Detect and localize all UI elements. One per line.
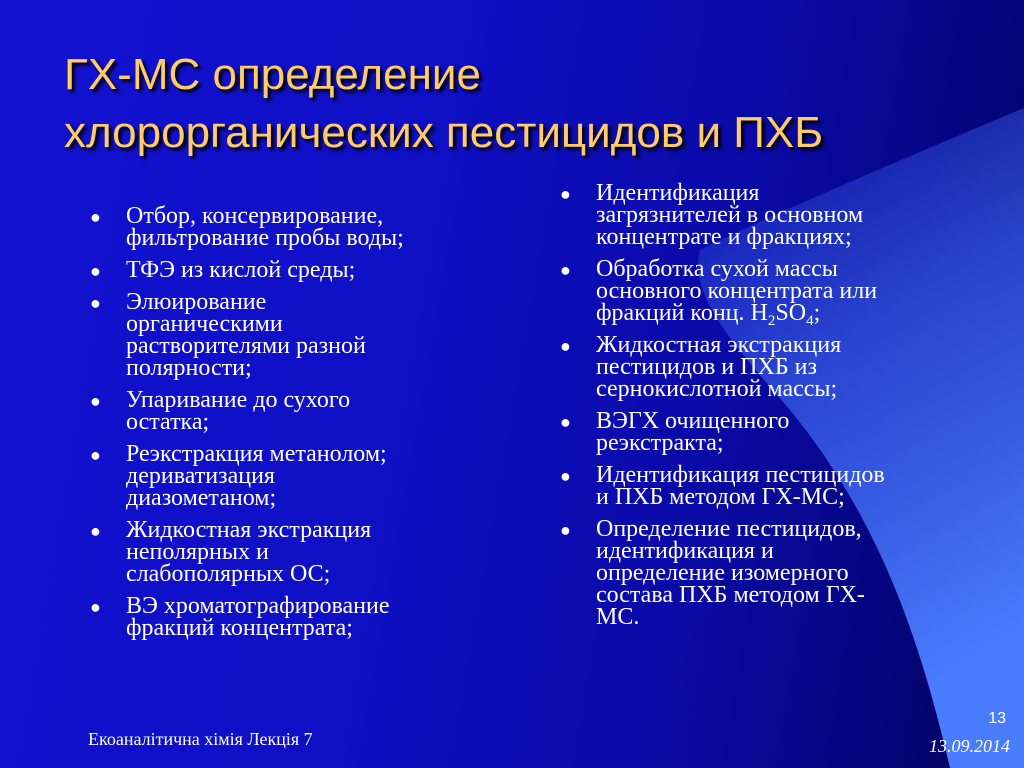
slide-date: 13.09.2014 (929, 736, 1010, 756)
list-item: ● Идентификация пестицидов и ПХБ методом ГХ-МС; (560, 462, 885, 510)
list-item: ● ВЭГХ очищенного реэкстракта; (560, 408, 790, 456)
footer-lecture-label: Екоаналітична хімія Лекція 7 (88, 729, 313, 749)
bullet-icon: ● (90, 261, 101, 281)
slide-title (64, 46, 1004, 162)
list-item: ● Определение пестицидов, идентификация и определение изомерного состава ПХБ методом ГХ- МС. (560, 516, 865, 630)
list-item: ● Жидкостная экстракция пестицидов и ПХБ из сернокислотной массы; (560, 332, 842, 402)
bullet-icon: ● (560, 336, 571, 356)
list-item: ● Реэкстракция метанолом; дериватизация диазометаном; (90, 441, 387, 511)
bullet-icon: ● (560, 466, 571, 486)
bullet-icon: ● (560, 260, 571, 280)
list-item: ● Идентификация загрязнителей в основном концентрате и фракциях; (560, 180, 864, 250)
bullet-icon: ● (560, 520, 571, 540)
bullet-icon: ● (560, 184, 571, 204)
list-item: ● Элюирование органическими растворителями разной полярности; (90, 289, 366, 381)
slide-number: 13 (988, 710, 1006, 727)
title-line-2: хлорорганических пестицидов и ПХБ (64, 108, 824, 157)
list-item: ● ВЭ хроматографирование фракций концентрата; (90, 593, 390, 641)
right-bullet-list (560, 182, 960, 638)
list-item: ● Отбор, консервирование, фильтрование пробы воды; (90, 203, 404, 251)
bullet-icon: ● (90, 293, 101, 313)
list-item: ● Упаривание до сухого остатка; (90, 387, 351, 435)
bullet-icon: ● (90, 207, 101, 227)
left-bullet-list (90, 205, 490, 649)
bullet-icon: ● (90, 445, 101, 465)
bullet-icon: ● (90, 521, 101, 541)
list-item: ● Жидкостная экстракция неполярных и слабополярных ОС; (90, 517, 372, 587)
bullet-icon: ● (90, 597, 101, 617)
bullet-icon: ● (90, 391, 101, 411)
formula-h2so4: $H_2SO_4$; (750, 300, 821, 329)
bullet-icon: ● (560, 412, 571, 432)
list-item: ● Обработка сухой массы основного концентрата или фракций конц. $H_2SO_4$; (560, 256, 878, 329)
title-line-1: ГХ-МС определение (64, 50, 481, 99)
list-item: ● ТФЭ из кислой среды; (90, 257, 356, 283)
